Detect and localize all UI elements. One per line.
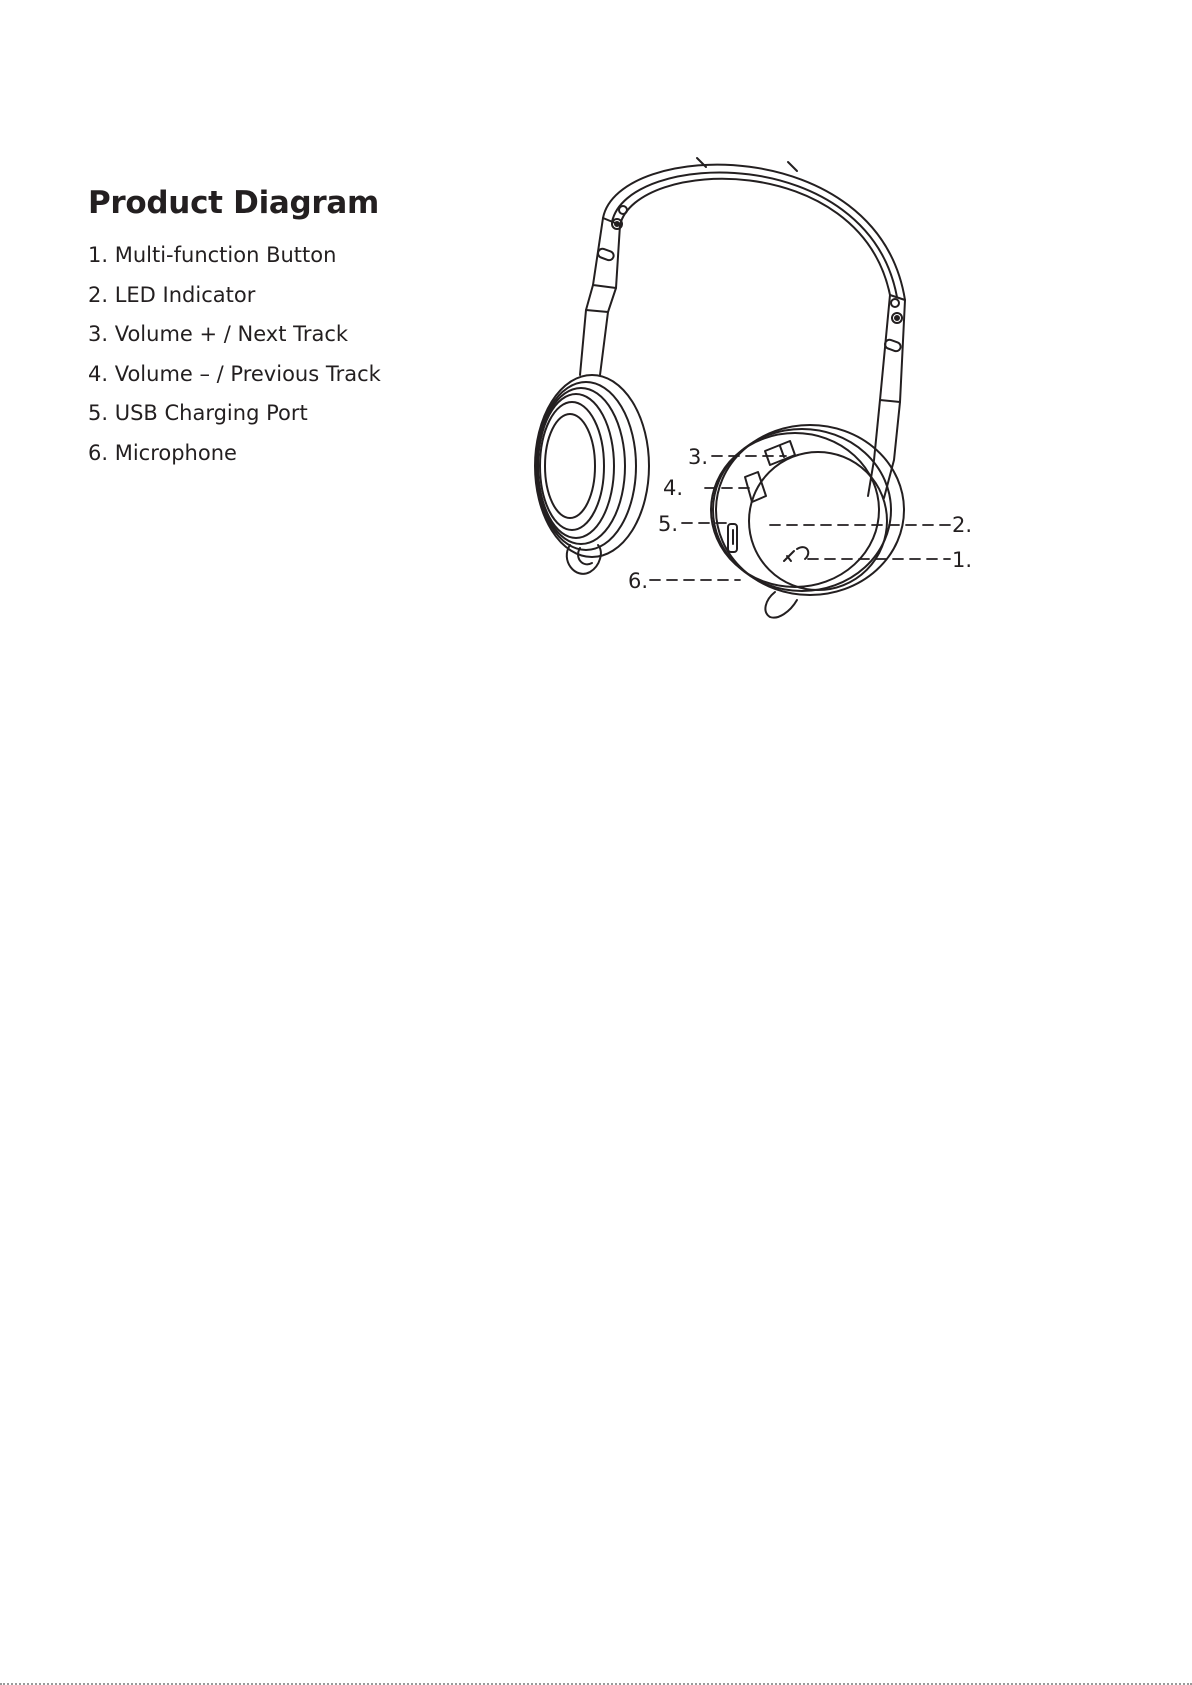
part-volume-up-next-track: 3. Volume + / Next Track bbox=[88, 322, 349, 346]
headband-illustration bbox=[603, 158, 905, 300]
part-volume-down-previous-track: 4. Volume – / Previous Track bbox=[88, 361, 381, 386]
right-slider-illustration bbox=[868, 295, 905, 498]
callout-leaders bbox=[650, 456, 950, 580]
callout-label-5: 5. bbox=[658, 512, 679, 536]
callout-label-4: 4. bbox=[663, 476, 684, 500]
part-usb-charging-port: 5. USB Charging Port bbox=[88, 401, 308, 425]
callout-label-6: 6. bbox=[628, 569, 649, 593]
part-multi-function-button: 1. Multi-function Button bbox=[88, 243, 337, 267]
left-earcup-illustration bbox=[535, 375, 649, 574]
left-slider-illustration bbox=[580, 206, 627, 375]
part-microphone: 6. Microphone bbox=[88, 440, 237, 465]
callout-labels bbox=[628, 445, 972, 593]
callout-label-1: 1. bbox=[952, 548, 973, 572]
callout-label-2: 2. bbox=[952, 513, 973, 537]
callout-label-3: 3. bbox=[688, 445, 709, 469]
part-led-indicator: 2. LED Indicator bbox=[88, 282, 256, 307]
page-title: Product Diagram bbox=[88, 185, 380, 221]
